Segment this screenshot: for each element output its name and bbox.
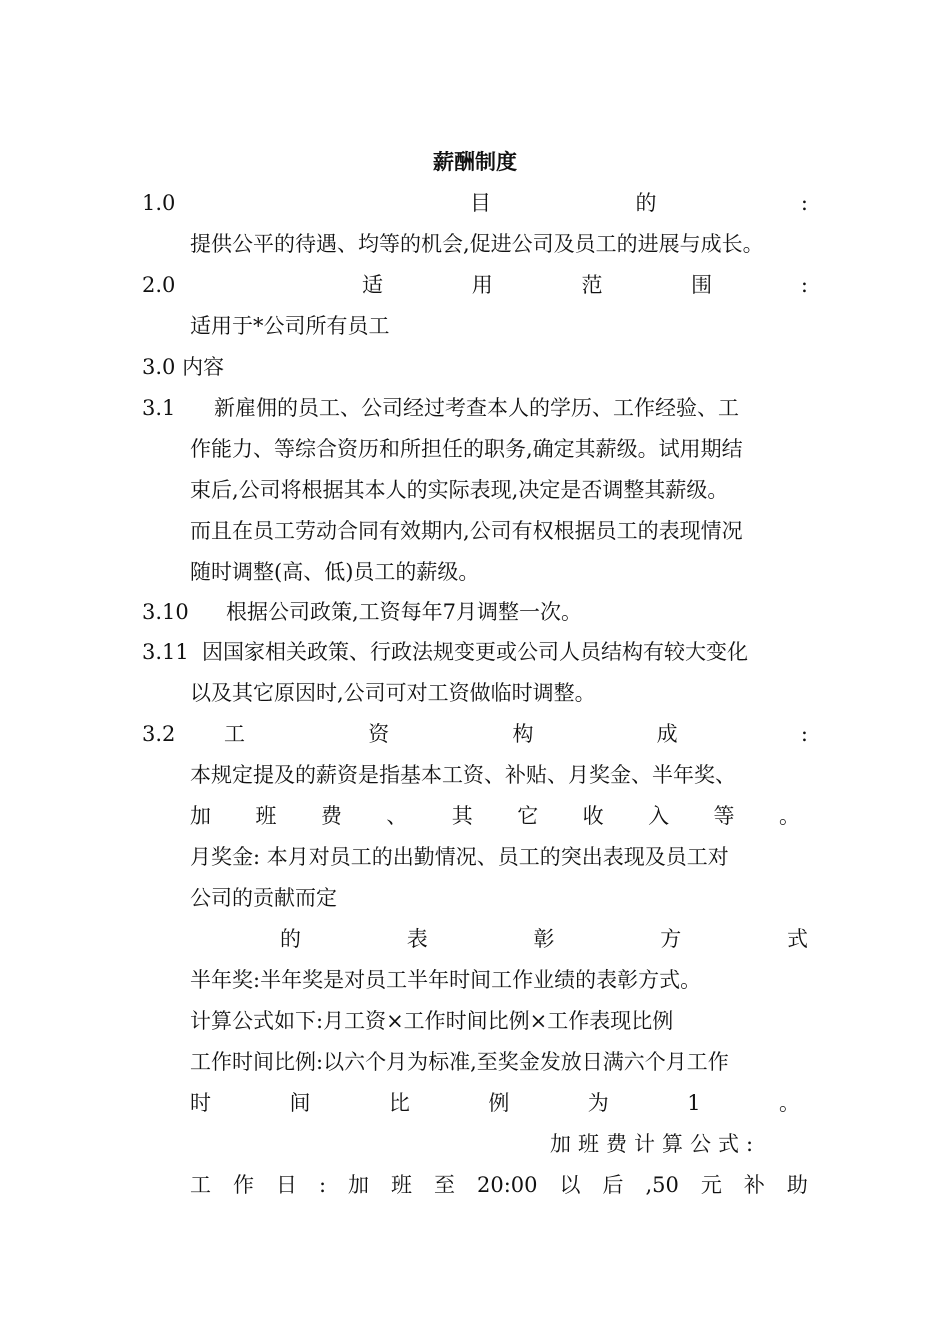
spread-char: 加 (190, 804, 211, 828)
spread-char: 费 (320, 804, 342, 828)
spread-char: 加 (348, 1173, 370, 1197)
spread-char: 的 (280, 927, 301, 951)
spread-char: 工 (190, 1173, 211, 1197)
heading-char: : (800, 273, 808, 297)
spread-char: 彰 (533, 927, 555, 951)
spread-char: 比 (388, 1091, 410, 1115)
heading-char: 工 (224, 722, 245, 746)
heading-char: 用 (471, 273, 493, 297)
document-title: 薪酬制度 (433, 150, 517, 174)
spread-char: 其 (451, 804, 473, 828)
spread-char: : (318, 1173, 327, 1197)
spread-char: 时 (190, 1091, 211, 1115)
heading-char: 的 (635, 191, 657, 215)
heading-char: 成 (656, 722, 678, 746)
heading-char: : (800, 722, 808, 746)
spread-char: 为 (587, 1091, 609, 1115)
formula-paragraph: 计算公式如下:月工资×工作时间比例×工作表现比例 (190, 1009, 674, 1033)
overtime-workday-line (190, 1171, 808, 1199)
section-3-1-line: 新雇佣的员工、公司经过考查本人的学历、工作经验、工 (214, 396, 739, 420)
section-3-1-line: 束后,公司将根据其本人的实际表现,决定是否调整其薪级。 (190, 478, 729, 502)
spread-char: 式 (787, 927, 808, 951)
spread-char: 它 (517, 804, 539, 828)
section-3-1-line: 作能力、等综合资历和所担任的职务,确定其薪级。试用期结 (190, 437, 743, 461)
section-3-11-number: 3.11 (142, 640, 189, 664)
heading-char: 范 (581, 273, 603, 297)
spread-char: 日 (275, 1173, 297, 1197)
overtime-formula-heading: 加班费计算公式: (550, 1132, 761, 1156)
spread-char: 入 (648, 804, 670, 828)
spread-char: 后 (602, 1173, 624, 1197)
spread-char: 作 (232, 1173, 254, 1197)
spread-char: 例 (488, 1091, 510, 1115)
heading-char: 适 (362, 273, 383, 297)
section-3-1-number: 3.1 (142, 396, 176, 420)
section-3-2-number: 3.2 (142, 722, 176, 746)
spread-char: 班 (391, 1173, 412, 1197)
work-time-ratio-spread (190, 1089, 800, 1117)
heading-char: 构 (512, 722, 534, 746)
section-3-10-number: 3.10 (142, 600, 189, 624)
spread-char: 20:00 (476, 1173, 538, 1197)
work-time-ratio-paragraph: 工作时间比例:以六个月为标准,至奖金发放日满六个月工作 (190, 1050, 729, 1074)
spread-char: 助 (786, 1173, 808, 1197)
spread-char: 补 (743, 1173, 765, 1197)
spread-char: 至 (433, 1173, 455, 1197)
heading-char: 围 (691, 273, 713, 297)
section-1-body: 提供公平的待遇、均等的机会,促进公司及员工的进展与成长。 (190, 232, 764, 256)
heading-char: : (800, 191, 808, 215)
spread-char: ,50 (645, 1173, 679, 1197)
spread-char: 。 (778, 804, 800, 828)
section-3-2-heading (224, 720, 808, 748)
spread-char: 等 (713, 804, 735, 828)
section-1-number: 1.0 (142, 191, 176, 215)
spread-char: 1 (687, 1091, 701, 1115)
section-2-number: 2.0 (142, 273, 176, 297)
section-3-11-line: 因国家相关政策、行政法规变更或公司人员结构有较大变化 (202, 640, 748, 664)
spread-char: 间 (289, 1091, 311, 1115)
section-2-heading (362, 271, 808, 299)
section-3-heading: 3.0 内容 (142, 355, 225, 379)
section-3-2-paragraph-spread (190, 802, 800, 830)
half-year-bonus-paragraph: 半年奖:半年奖是对员工半年时间工作业绩的表彰方式。 (190, 968, 702, 992)
spread-char: 方 (660, 927, 682, 951)
monthly-bonus-continuation: 公司的贡献而定 (190, 886, 337, 910)
section-3-1-line: 随时调整(高、低)员工的薪级。 (190, 560, 480, 584)
spread-char: 表 (406, 927, 428, 951)
monthly-bonus-paragraph: 月奖金: 本月对员工的出勤情况、员工的突出表现及员工对 (190, 845, 729, 869)
section-1-heading (470, 189, 808, 217)
section-3-11-line: 以及其它原因时,公司可对工资做临时调整。 (190, 681, 596, 705)
section-3-1-line: 而且在员工劳动合同有效期内,公司有权根据员工的表现情况 (190, 519, 743, 543)
section-3-2-paragraph: 本规定提及的薪资是指基本工资、补贴、月奖金、半年奖、 (190, 763, 736, 787)
section-3-10-text: 根据公司政策,工资每年7月调整一次。 (226, 600, 583, 624)
section-2-body: 适用于*公司所有员工 (190, 314, 390, 338)
monthly-bonus-spread (280, 925, 808, 953)
spread-char: 收 (582, 804, 604, 828)
spread-char: 班 (255, 804, 277, 828)
heading-char: 目 (470, 191, 491, 215)
spread-char: 以 (559, 1173, 581, 1197)
spread-char: 、 (386, 804, 408, 828)
heading-char: 资 (368, 722, 390, 746)
spread-char: 。 (779, 1091, 800, 1115)
spread-char: 元 (700, 1173, 722, 1197)
